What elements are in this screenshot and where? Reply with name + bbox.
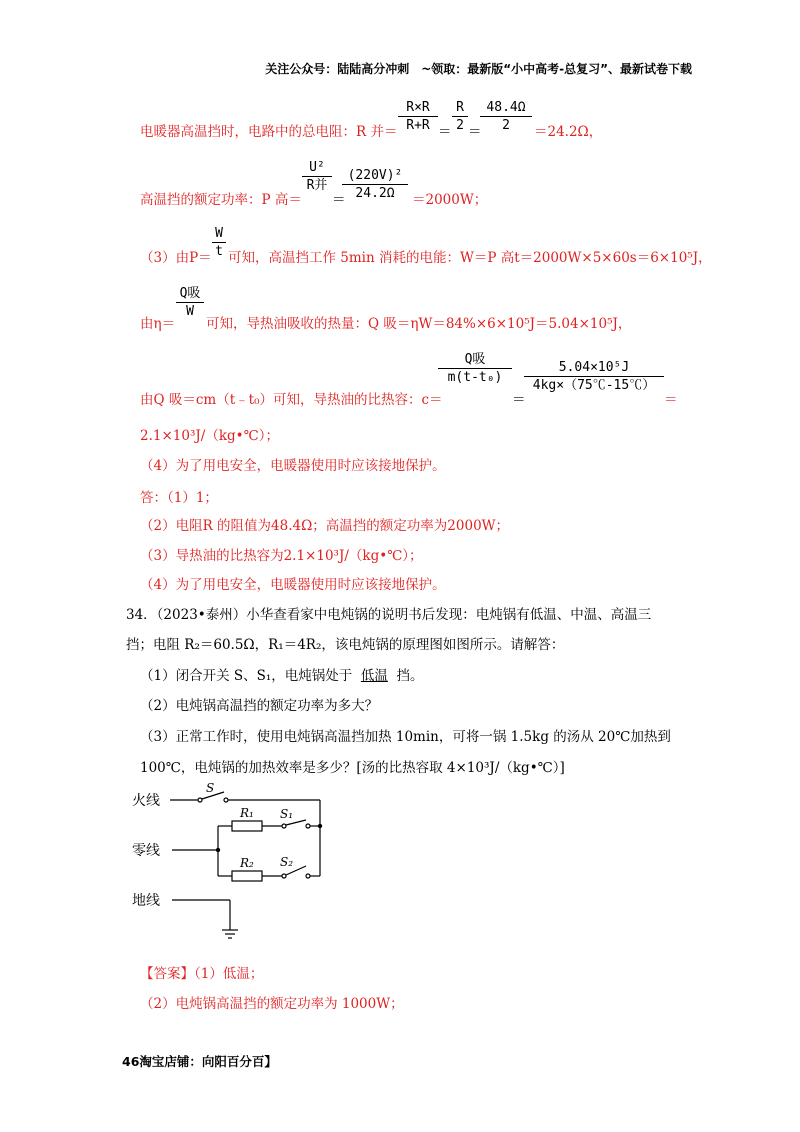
fraction-220v: (220V)² 24.2Ω — [342, 168, 408, 201]
question-2: （2）电炖锅高温挡的额定功率为多大？ — [140, 698, 379, 714]
line-total-resistance: 电暖器高温挡时，电路中的总电阻：R 并＝ — [140, 124, 398, 140]
label-r2: R₂ — [240, 856, 254, 870]
equals: ＝ — [332, 192, 346, 208]
fraction-q-mt: Q吸 m(t-t₀) — [438, 352, 512, 385]
question-3-line-2: 100℃，电炖锅的加热效率是多少？[汤的比热容取 4×10³J/（kg•℃）] — [140, 760, 565, 776]
equals: ＝ — [468, 124, 482, 140]
line-specific-heat-a: 由Q 吸＝cm（t﹣t₀）可知，导热油的比热容：c＝ — [140, 392, 443, 408]
label-s2: S₂ — [280, 855, 294, 869]
line-energy-b: 可知，高温挡工作 5min 消耗的电能：W＝P 高t＝2000W×5×60s＝6×10⁵J， — [228, 250, 712, 266]
label-s1: S₁ — [280, 807, 294, 821]
fraction-q-w: Q吸 W — [176, 286, 204, 319]
answer-tag: 【答案】 — [140, 966, 194, 982]
label-r1: R₁ — [240, 806, 254, 820]
line-energy-a: （3）由P＝ — [140, 250, 212, 266]
answer-summary-4: （4）为了用电安全，电暖器使用时应该接地保护。 — [140, 577, 446, 593]
question-1-blank: 低温 — [360, 668, 388, 684]
fraction-5-04: 5.04×10⁵J 4kg×（75℃-15℃） — [524, 360, 664, 393]
circuit-diagram — [130, 778, 340, 948]
answer-summary-2: （2）电阻R 的阻值为48.4Ω；高温挡的额定功率为2000W； — [140, 518, 510, 534]
line-rated-power-result: ＝2000W； — [412, 192, 488, 208]
answer-line-2: （2）电炖锅高温挡的额定功率为 1000W； — [140, 996, 404, 1012]
line-grounding: （4）为了用电安全，电暖器使用时应该接地保护。 — [140, 458, 446, 474]
label-neutral: 零线 — [132, 843, 160, 859]
equals: ＝ — [438, 124, 452, 140]
fraction-48-4: 48.4Ω 2 — [480, 100, 532, 133]
answer-line-1: 【答案】（1）低温； — [140, 966, 264, 982]
page-header: 关注公众号：陆陆高分冲刺 ~领取：最新版“小中高考-总复习”、最新试卷下载 — [265, 62, 692, 76]
line-total-resistance-result: ＝24.2Ω， — [534, 124, 603, 140]
page-footer: 46淘宝店铺：向阳百分百】 — [122, 1054, 277, 1069]
fraction-rxr: R×R R+R — [398, 100, 438, 133]
line-rated-power: 高温挡的额定功率：P 高＝ — [140, 192, 302, 208]
question-line-1: 34．（2023•泰州）小华查看家中电炖锅的说明书后发现：电炖锅有低温、中温、高温三 — [126, 607, 652, 623]
question-line-2: 挡；电阻 R₂＝60.5Ω，R₁＝4R₂，该电炖锅的原理图如图所示。请解答： — [126, 637, 565, 653]
line-specific-heat-result: 2.1×10³J/（kg•℃）； — [140, 428, 279, 444]
label-ground: 地线 — [132, 893, 160, 909]
fraction-w-t: W t — [212, 226, 226, 259]
line-heat-b: 可知，导热油吸收的热量：Q 吸＝ηW＝84%×6×10⁵J＝5.04×10⁵J， — [206, 316, 632, 332]
answer-summary-3: （3）导热油的比热容为2.1×10³J/（kg•℃）； — [140, 548, 423, 564]
line-heat-a: 由η＝ — [140, 316, 176, 332]
question-3-line-1: （3）正常工作时，使用电炖锅高温挡加热 10min，可将一锅 1.5kg 的汤从 20℃加热到 — [140, 729, 671, 745]
fraction-r-2: R 2 — [452, 100, 468, 133]
label-live: 火线 — [132, 793, 160, 809]
equals: ＝ — [664, 392, 678, 408]
label-switch-s: S — [206, 781, 215, 795]
question-1: （1）闭合开关 S、S₁，电炖锅处于 低温 挡。 — [140, 668, 424, 684]
answer-summary-1: 答：（1）1； — [140, 490, 218, 506]
equals: ＝ — [512, 392, 526, 408]
fraction-u2-r: U² R并 — [302, 160, 332, 193]
